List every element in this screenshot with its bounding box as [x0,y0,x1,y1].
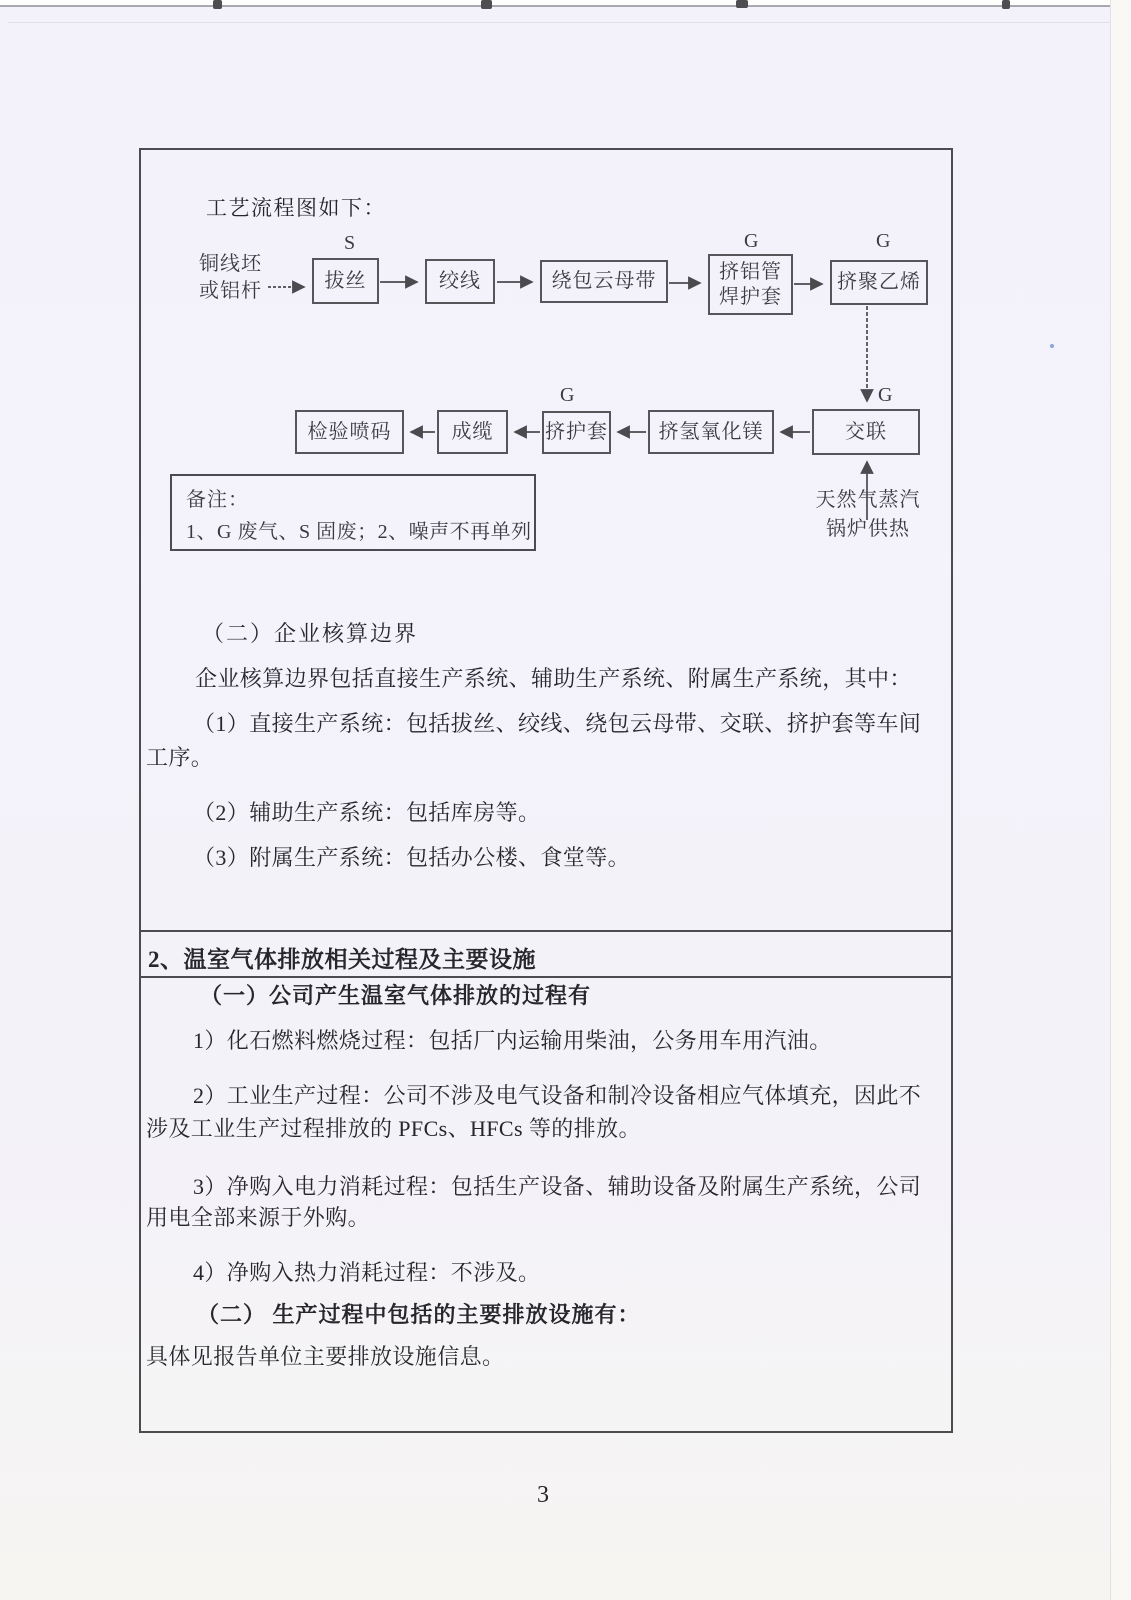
boundary-item2: （2）辅助生产系统：包括库房等。 [193,800,541,825]
solid-waste-marker: S [344,232,356,254]
emission-item2-line1: 2）工业生产过程：公司不涉及电气设备和制冷设备相应气体填充，因此不 [193,1083,922,1108]
scan-right-edge [1110,0,1131,1600]
boundary-section-heading: （二）企业核算边界 [202,621,419,646]
scan-mark [481,0,492,9]
flow-box-mgoh-extrusion: 挤氢氧化镁 [648,410,774,454]
diagram-title: 工艺流程图如下： [206,196,386,220]
flow-box-aluminum-extrusion [708,254,793,315]
waste-gas-marker: G [878,384,893,406]
table-row-divider [139,976,953,978]
waste-gas-marker: G [744,230,759,252]
flow-source-line2: 或铝杆 [199,280,262,302]
flow-box-crosslinking: 交联 [812,409,920,455]
heat-source-label [806,486,930,544]
emission-sub1-heading: （一）公司产生温室气体排放的过程有 [200,983,592,1008]
emission-sub2-heading: （二） 生产过程中包括的主要排放设施有： [197,1302,641,1327]
flow-box-stranding: 绞线 [425,259,495,304]
flow-box-inspection: 检验喷码 [295,410,404,454]
boundary-item1-line2: 工序。 [146,745,214,770]
emission-item3-line2: 用电全部来源于外购。 [146,1205,371,1230]
scan-faint-line [8,22,1118,23]
scan-speck [1050,344,1054,348]
emission-section-header: 2、温室气体排放相关过程及主要设施 [148,947,536,972]
document-table-border [139,148,953,1433]
scan-mark [1002,0,1010,9]
flow-box-wire-drawing: 拔丝 [312,258,379,304]
scan-top-hairline [0,5,1131,7]
diagram-note-title: 备注： [186,489,249,511]
flow-box-cabling: 成缆 [437,410,508,454]
scan-mark [736,0,748,8]
emission-item3-line1: 3）净购入电力消耗过程：包括生产设备、辅助设备及附属生产系统，公司 [193,1174,922,1199]
heat-source-line2: 锅炉供热 [826,518,910,540]
flow-box-aluminum-line2: 焊护套 [719,285,782,308]
table-row-divider [139,930,953,932]
boundary-item1-line1: （1）直接生产系统：包括拔丝、绞线、绕包云母带、交联、挤护套等车间 [193,711,922,736]
emission-item2-line2: 涉及工业生产过程排放的 PFCs、HFCs 等的排放。 [146,1116,641,1141]
flow-source-label [199,251,269,305]
diagram-note-text: 1、G 废气、S 固废；2、噪声不再单列 [186,521,532,543]
emission-sub2-note: 具体见报告单位主要排放设施信息。 [146,1344,505,1369]
page-number: 3 [537,1482,549,1508]
emission-item1: 1）化石燃料燃烧过程：包括厂内运输用柴油，公务用车用汽油。 [193,1028,832,1053]
flow-box-sheath-extrusion: 挤护套 [542,411,611,454]
waste-gas-marker: G [560,384,575,406]
flow-box-aluminum-line1: 挤铝管 [719,260,782,283]
emission-item4: 4）净购入热力消耗过程：不涉及。 [193,1260,541,1285]
waste-gas-marker: G [876,230,891,252]
boundary-item3: （3）附属生产系统：包括办公楼、食堂等。 [193,845,631,870]
heat-source-line1: 天然气蒸汽 [815,489,921,511]
flow-box-mica-wrapping: 绕包云母带 [540,260,668,303]
flow-box-pe-extrusion: 挤聚乙烯 [830,260,928,305]
boundary-intro: 企业核算边界包括直接生产系统、辅助生产系统、附属生产系统，其中： [195,666,912,691]
flow-source-line1: 铜线坯 [199,253,262,275]
diagram-note-box [170,474,536,551]
scan-mark [213,0,222,9]
